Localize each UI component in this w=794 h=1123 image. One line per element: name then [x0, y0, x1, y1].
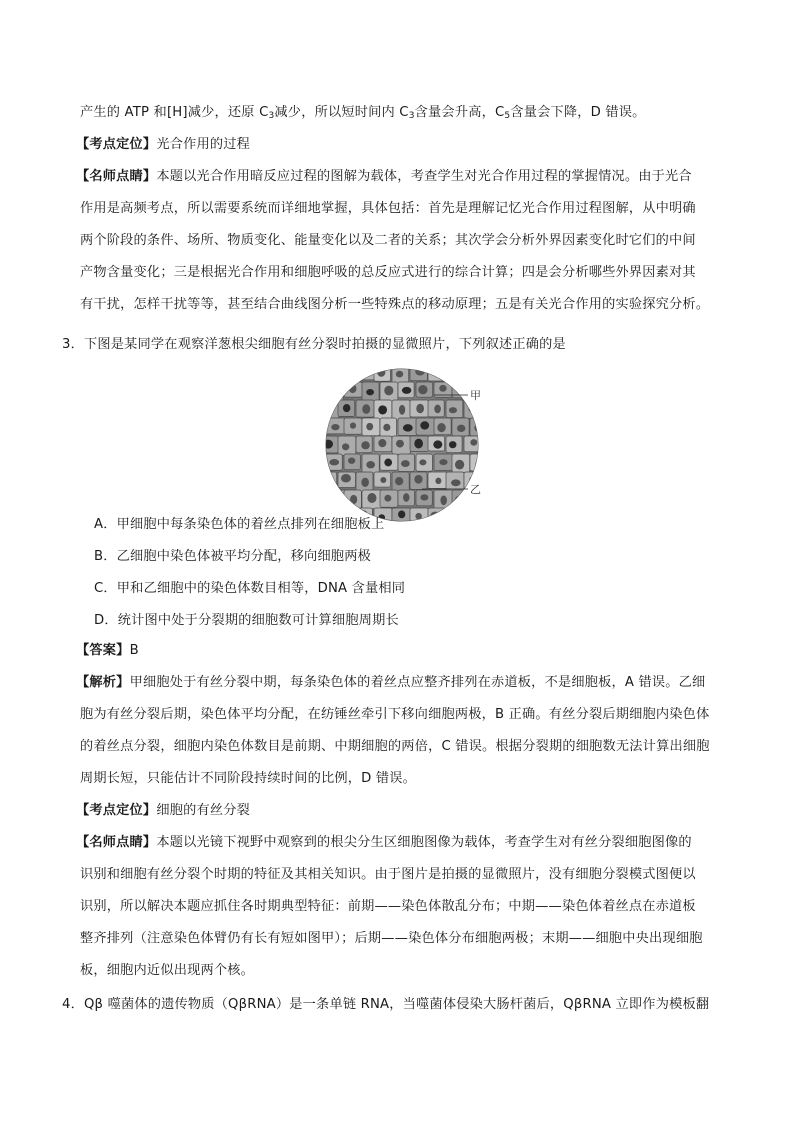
teacher-comment-line: 【名师点睛】本题以光镜下视野中观察到的根尖分生区细胞图像为载体，考查学生对有丝分裂细胞图像的: [76, 835, 692, 850]
exam-point-line: 【考点定位】细胞的有丝分裂: [76, 803, 251, 818]
text-line: 有干扰，怎样干扰等等，甚至结合曲线图分析一些特殊点的移动原理；五是有关光合作用的实验探究分析。: [80, 297, 710, 312]
text-line: 识别，所以解决本题应抓住各时期典型特征：前期——染色体散乱分布；中期——染色体着丝点在赤道板: [80, 899, 696, 914]
text-line: 产物含量变化；三是根据光合作用和细胞呼吸的总反应式进行的综合计算；四是会分析哪些外界因素对其: [80, 265, 696, 280]
text-line: 产生的 ATP 和[H]减少，还原 $C_3$减少，所以短时间内 $C_3$含量会升高，$C_5$含量会下降，D 错误。: [80, 105, 646, 121]
label-jia: 甲: [470, 389, 481, 402]
text-line: 两个阶段的条件、场所、物质变化、能量变化以及二者的关系；其次学会分析外界因素变化时它们的中间: [80, 233, 696, 248]
option-d: D．统计图中处于分裂期的细胞数可计算细胞周期长: [94, 613, 399, 628]
onion-root-tip-cells-image: [322, 365, 482, 525]
question-4-stem: 4．Qβ 噬菌体的遗传物质（QβRNA）是一条单链 RNA，当噬菌体侵染大肠杆菌后，QβRNA 立即作为模板翻: [62, 997, 710, 1012]
teacher-comment-line: 【名师点睛】本题以光合作用暗反应过程的图解为载体，考查学生对光合作用过程的掌握情况。由于光合: [76, 169, 692, 184]
text-line: 识别和细胞有丝分裂个时期的特征及其相关知识。由于图片是拍摄的显微照片，没有细胞分裂模式图便以: [80, 867, 696, 882]
option-b: B．乙细胞中染色体被平均分配，移向细胞两极: [94, 549, 371, 564]
label-yi: 乙: [470, 483, 481, 496]
option-a: A．甲细胞中每条染色体的着丝点排列在细胞板上: [94, 517, 385, 532]
answer-line: 【答案】B: [76, 643, 139, 658]
exam-point-line: 【考点定位】光合作用的过程: [76, 137, 251, 152]
text-line: 胞为有丝分裂后期，染色体平均分配，在纺锤丝牵引下移向细胞两极，B 正确。有丝分裂后期细胞内染色体: [80, 707, 710, 722]
option-c: C．甲和乙细胞中的染色体数目相等，DNA 含量相同: [94, 581, 406, 596]
microscope-photo: [322, 365, 482, 525]
analysis-line: 【解析】甲细胞处于有丝分裂中期，每条染色体的着丝点应整齐排列在赤道板，不是细胞板，A 错误。乙细: [76, 675, 706, 690]
text-line: 的着丝点分裂，细胞内染色体数目是前期、中期细胞的两倍，C 错误。根据分裂期的细胞数无法计算出细胞: [80, 739, 710, 754]
text-line: 周期长短，只能估计不同阶段持续时间的比例，D 错误。: [80, 771, 417, 786]
text-line: 作用是高频考点，所以需要系统而详细地掌握，具体包括：首先是理解记忆光合作用过程图解，从中明确: [80, 201, 696, 216]
text-line: 板，细胞内近似出现两个核。: [80, 963, 255, 978]
text-line: 整齐排列（注意染色体臂仍有长有短如图甲）；后期——染色体分布细胞两极；末期——细胞中央出现细胞: [80, 931, 703, 946]
question-3-stem: 3．下图是某同学在观察洋葱根尖细胞有丝分裂时拍摄的显微照片，下列叙述正确的是: [62, 337, 566, 352]
